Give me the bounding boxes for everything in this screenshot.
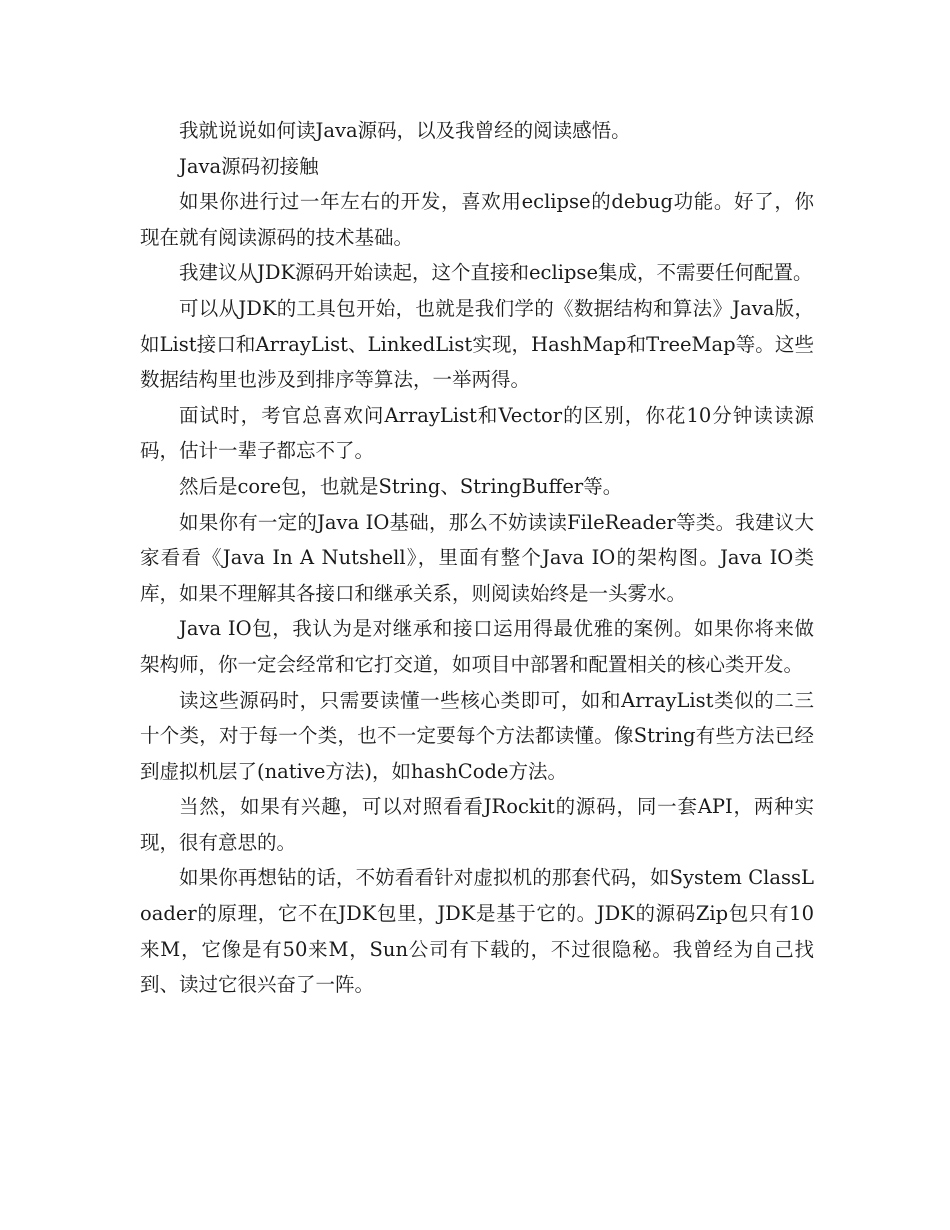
paragraph-io-package: Java IO包，我认为是对继承和接口运用得最优雅的案例。如果你将来做架构师，你一定会经常和它打交道，如项目中部署和配置相关的核心类开发。 xyxy=(140,617,814,676)
paragraph-start-jdk: 我建议从JDK源码开始读起，这个直接和eclipse集成，不需要任何配置。 xyxy=(179,261,813,285)
paragraph-debug-basics: 如果你进行过一年左右的开发，喜欢用eclipse的debug功能。好了，你现在就有阅读源码的技术基础。 xyxy=(140,190,814,249)
paragraph-jrockit: 当然，如果有兴趣，可以对照看看JRockit的源码，同一套API，两种实现，很有意思的。 xyxy=(140,795,814,854)
paragraph-java-io: 如果你有一定的Java IO基础，那么不妨读读FileReader等类。我建议大家看看《Java In A Nutshell》，里面有整个Java IO的架构图。Java IO类库，如果不理解其各接口和继承关系，则阅读始终是一头雾水。 xyxy=(140,510,814,605)
paragraph-core-package: 然后是core包，也就是String、StringBuffer等。 xyxy=(179,474,623,498)
paragraph-toolkit: 可以从JDK的工具包开始，也就是我们学的《数据结构和算法》Java版，如List接口和ArrayList、LinkedList实现，HashMap和TreeMap等。这些数据结构里也涉及到排序等算法，一举两得。 xyxy=(140,296,814,392)
paragraph-classloader: 如果你再想钻的话，不妨看看针对虚拟机的那套代码，如System ClassLoader的原理，它不在JDK包里，JDK是基于它的。JDK的源码Zip包只有10来M，它像是有50来M，Sun公司有下载的，不过很隐秘。我曾经为自己找到、读过它很兴奋了一阵。 xyxy=(140,866,814,997)
paragraph-intro: 我就说说如何读Java源码，以及我曾经的阅读感悟。 xyxy=(179,119,631,142)
paragraph-core-classes: 读这些源码时，只需要读懂一些核心类即可，如和ArrayList类似的二三十个类，对于每一个类，也不一定要每个方法都读懂。像String有些方法已经到虚拟机层了(native方法)，如hashCode方法。 xyxy=(140,688,814,783)
paragraph-interview: 面试时，考官总喜欢问ArrayList和Vector的区别，你花10分钟读读源码，估计一辈子都忘不了。 xyxy=(140,403,814,463)
article-body xyxy=(140,113,814,1003)
section-heading: Java源码初接触 xyxy=(179,154,319,178)
